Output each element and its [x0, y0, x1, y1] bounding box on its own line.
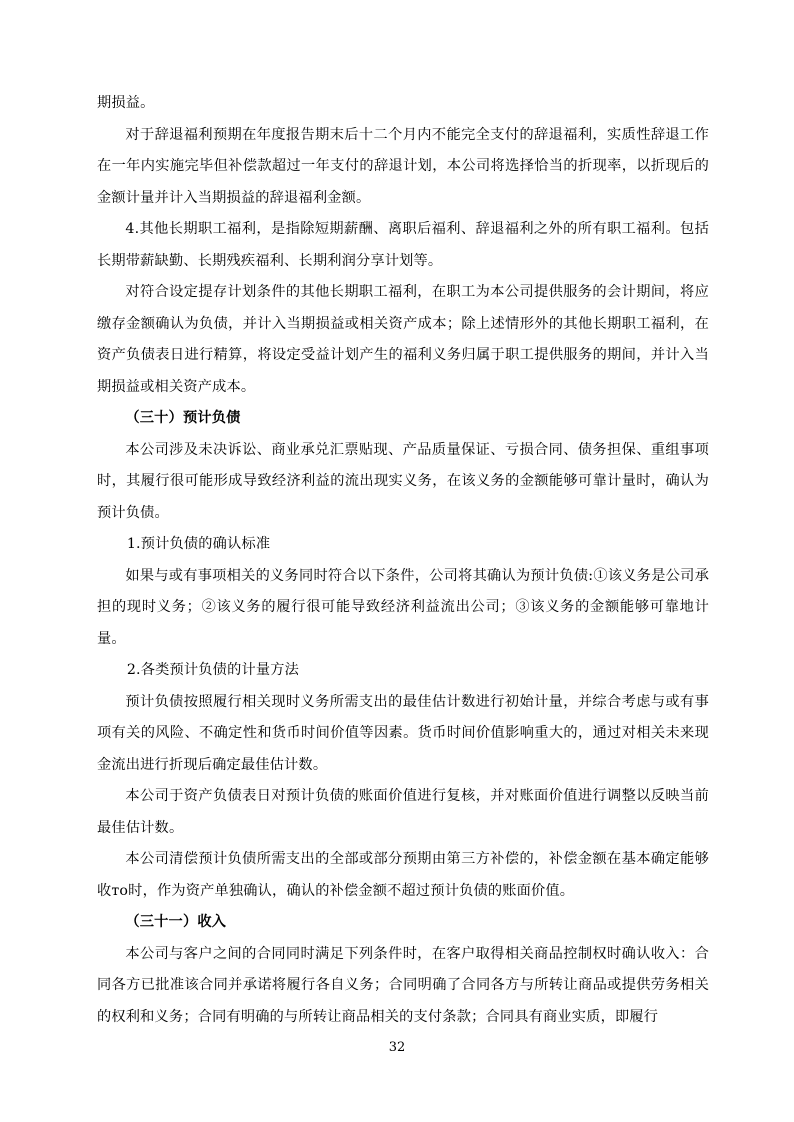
subsection-heading: 2.各类预计负债的计量方法	[126, 662, 300, 678]
paragraph: 本公司涉及未决诉讼、商业承兑汇票贴现、产品质量保证、亏损合同、债务担保、重组事项时，其履行很可能形成导致经济利益的流出现实义务，在该义务的金额能够可靠计量时，确认为预计负债。	[97, 441, 709, 521]
section-heading: （三十一）收入	[125, 914, 227, 930]
paragraph: 4.其他长期职工福利，是指除短期薪酬、离职后福利、辞退福利之外的所有职工福利。包括长期带薪缺勤、长期残疾福利、长期利润分享计划等。	[97, 221, 709, 269]
section-heading: （三十）预计负债	[125, 410, 241, 426]
paragraph: 如果与或有事项相关的义务同时符合以下条件，公司将其确认为预计负债:①该义务是公司承担的现时义务；②该义务的履行很可能导致经济利益流出公司；③该义务的金额能够可靠地计量。	[97, 567, 709, 647]
paragraph: 对于辞退福利预期在年度报告期末后十二个月内不能完全支付的辞退福利，实质性辞退工作在一年内实施完毕但补偿款超过一年支付的辞退计划，本公司将选择恰当的折现率，以折现后的金额计量并计入当期损益的辞退福利金额。	[97, 126, 709, 206]
paragraph: 期损益。	[97, 95, 155, 111]
paragraph: 本公司与客户之间的合同同时满足下列条件时，在客户取得相关商品控制权时确认收入：合同各方已批准该合同并承诺将履行各自义务；合同明确了合同各方与所转让商品或提供劳务相关的权利和义务；合同有明确的与所转让商品相关的支付条款；合同具有商业实质，即履行	[97, 945, 709, 1025]
page-content	[97, 88, 709, 1033]
page-number: 32	[388, 1040, 406, 1055]
paragraph: 预计负债按照履行相关现时义务所需支出的最佳估计数进行初始计量，并综合考虑与或有事项有关的风险、不确定性和货币时间价值等因素。货币时间价值影响重大的，通过对相关未来现金流出进行折现后确定最佳估计数。	[97, 693, 709, 773]
paragraph: 本公司清偿预计负债所需支出的全部或部分预期由第三方补偿的，补偿金额在基本确定能够收то时，作为资产单独确认，确认的补偿金额不超过预计负债的账面价值。	[97, 851, 709, 899]
subsection-heading: 1.预计负债的确认标准	[126, 536, 271, 552]
paragraph: 本公司于资产负债表日对预计负债的账面价值进行复核，并对账面价值进行调整以反映当前最佳估计数。	[97, 788, 709, 836]
paragraph: 对符合设定提存计划条件的其他长期职工福利，在职工为本公司提供服务的会计期间，将应缴存金额确认为负债，并计入当期损益或相关资产成本；除上述情形外的其他长期职工福利，在资产负债表日进行精算，将设定受益计划产生的福利义务归属于职工提供服务的期间，并计入当期损益或相关资产成本。	[97, 284, 709, 395]
